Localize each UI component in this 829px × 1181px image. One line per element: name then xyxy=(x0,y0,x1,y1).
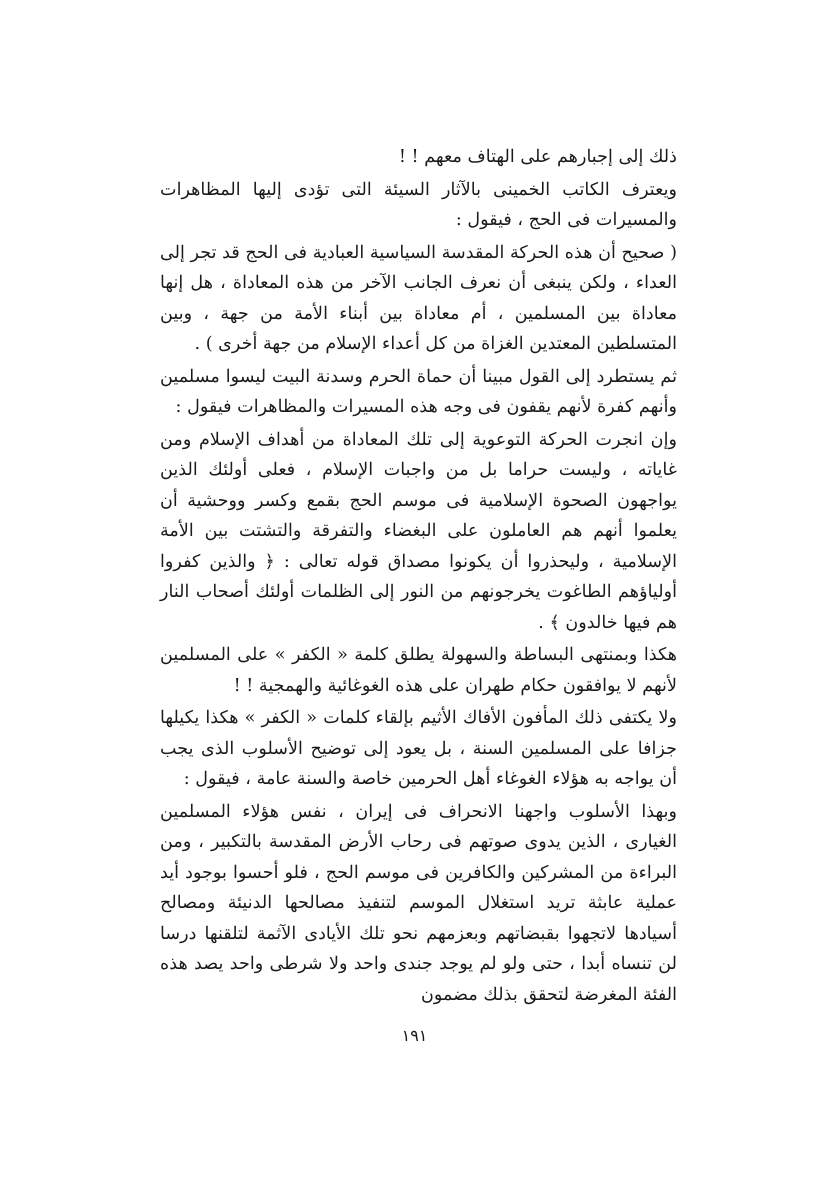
paragraph-4: ثم يستطرد إلى القول مبينا أن حماة الحرم وسدنة البيت ليسوا مسلمين وأنهم كفرة لأنهم يقفون فى وجه هذه المسيرات والمظاهرات فيقول : xyxy=(160,366,677,417)
paragraph-7: ولا يكتفى ذلك المأفون الأفاك الأثيم بإلقاء كلمات « الكفر » هكذا يكيلها جزافا على المسلمين السنة ، بل يعود إلى توضيح الأسلوب الذى يجب أن يواجه به هؤلاء الغوغاء أهل الحرمين خاصة والسنة عامة ، فيقول : xyxy=(160,708,677,789)
paragraph-3-quote: ( صحيح أن هذه الحركة المقدسة السياسية العبادية فى الحج قد تجر إلى العداء ، ولكن ينبغى أن نعرف الجانب الآخر من هذه المعاداة ، هل إنها معاداة بين المسلمين ، أم معاداة بين أبناء الأمة من جهة ، وبين المتسلطين المعتدين الغزاة من كل أعداء الإسلام من جهة أخرى ) . xyxy=(160,242,677,354)
paragraph-5-quote: وإن انجرت الحركة التوعوية إلى تلك المعاداة من أهداف الإسلام ومن غاياته ، وليست حراما بل من واجبات الإسلام ، فعلى أولئك الذين يواجهون الصحوة الإسلامية فى موسم الحج بقمع وكسر ووحشية أن يعلموا أنهم هم العاملون على البغضاء والتفرقة والتشتت بين الأمة الإسلامية ، وليحذروا أن يكونوا مصداق قوله تعالى : ﴿ والذين كفروا أولياؤهم الطاغوت يخرجونهم من النور إلى الظلمات أولئك أصحاب النار هم فيها خالدون ﴾ . xyxy=(160,429,677,633)
paragraph-6: هكذا وبمنتهى البساطة والسهولة يطلق كلمة « الكفر » على المسلمين لأنهم لا يوافقون حكام طهران على هذه الغوغائية والهمجية ! ! xyxy=(160,645,677,696)
page-number: ١٩١ xyxy=(401,1026,428,1045)
paragraph-2: ويعترف الكاتب الخمينى بالآثار السيئة التى تؤدى إليها المظاهرات والمسيرات فى الحج ، فيقول : xyxy=(160,179,677,230)
body-text xyxy=(160,142,677,1010)
paragraph-8-quote: وبهذا الأسلوب واجهنا الانحراف فى إيران ، نفس هؤلاء المسلمين الغيارى ، الذين يدوى صوتهم فى رحاب الأرض المقدسة بالتكبير ، ومن البراءة من المشركين والكافرين فى موسم الحج ، فلو أحسوا بوجود أيد عملية عابثة تريد استغلال الموسم لتنفيذ مصالحها الدنيئة ومصالح أسيادها لاتجهوا بقبضاتهم وبعزمهم نحو تلك الأيادى الآثمة لتلقنها درسا لن تنساه أبدا ، حتى ولو لم يوجد جندى واحد ولا شرطى واحد يصد هذه الفئة المغرضة لتحقق بذلك مضمون xyxy=(160,801,677,1005)
paragraph-1: ذلك إلى إجبارهم على الهتاف معهم ! ! xyxy=(398,147,677,167)
